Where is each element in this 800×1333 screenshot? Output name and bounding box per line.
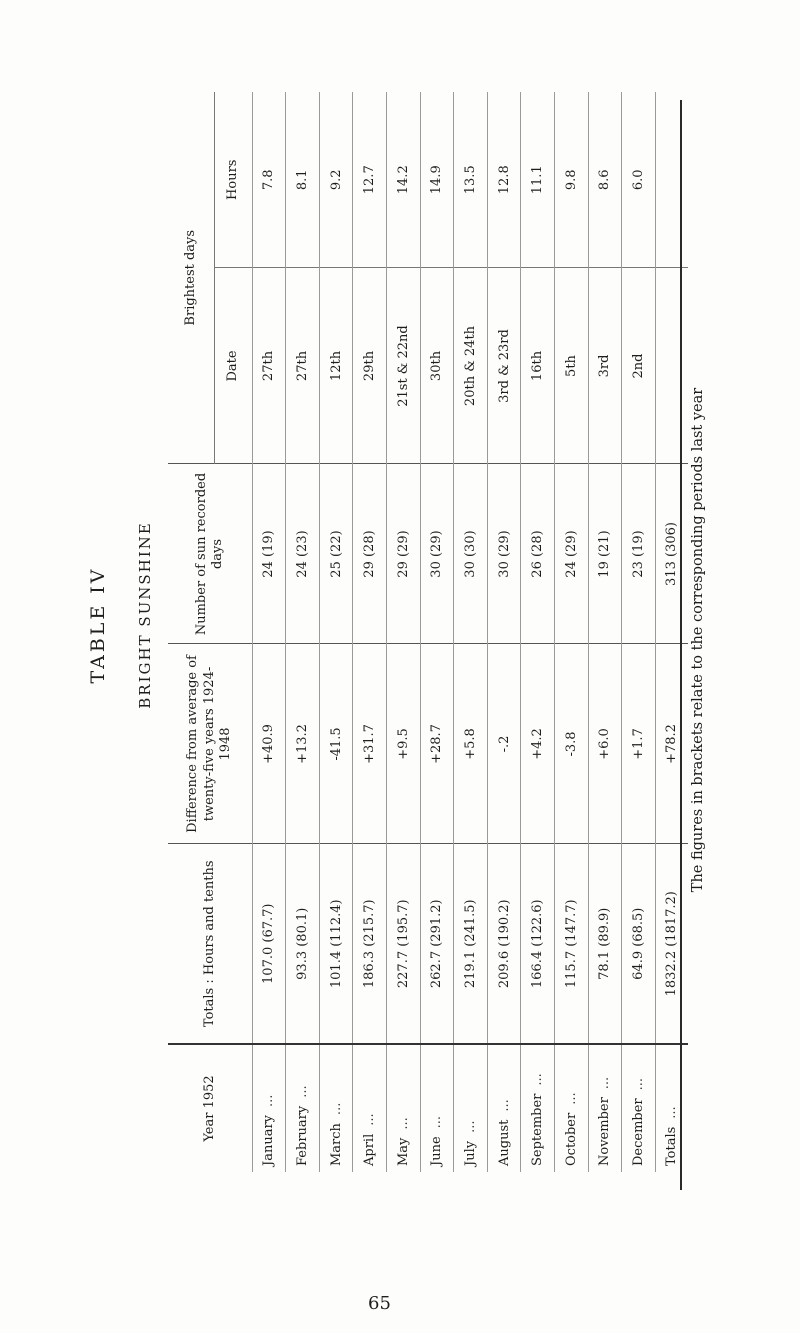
table-row xyxy=(286,92,320,1172)
cell-month: April... xyxy=(353,1044,387,1172)
sunshine-table xyxy=(168,92,688,1172)
header-difference: Difference from average of twenty-five years 1924-1948 xyxy=(168,644,252,844)
cell-days: 23 (19) xyxy=(622,464,656,644)
table-row xyxy=(521,92,555,1172)
cell-difference: +9.5 xyxy=(386,644,420,844)
leader-dots: ... xyxy=(530,1073,546,1086)
cell-days: 29 (28) xyxy=(353,464,387,644)
header-totals: Totals : Hours and tenths xyxy=(168,844,252,1044)
cell-difference: -.2 xyxy=(487,644,521,844)
cell-difference: +40.9 xyxy=(252,644,286,844)
cell-totals: 107.0 (67.7) xyxy=(252,844,286,1044)
cell-totals: 1832.2 (1817.2) xyxy=(655,844,688,1044)
leader-dots: ... xyxy=(294,1085,310,1098)
cell-difference: +5.8 xyxy=(454,644,488,844)
header-days: Number of sun recorded days xyxy=(168,464,252,644)
cell-days: 24 (29) xyxy=(554,464,588,644)
cell-difference: -3.8 xyxy=(554,644,588,844)
page-subtitle: BRIGHT SUNSHINE xyxy=(136,521,154,709)
cell-totals: 219.1 (241.5) xyxy=(454,844,488,1044)
cell-date: 3rd xyxy=(588,268,622,464)
cell-days: 30 (29) xyxy=(420,464,454,644)
cell-month: Totals... xyxy=(664,1106,680,1166)
cell-totals: 78.1 (89.9) xyxy=(588,844,622,1044)
cell-month: March... xyxy=(319,1044,353,1172)
table-row xyxy=(319,92,353,1172)
leader-dots: ... xyxy=(631,1077,646,1091)
cell-month: September... xyxy=(521,1044,555,1172)
leader-dots: ... xyxy=(563,1092,579,1105)
table-row xyxy=(554,92,588,1172)
table-row xyxy=(487,92,521,1172)
cell-days: 30 (29) xyxy=(487,464,521,644)
leader-dots: ... xyxy=(462,1120,478,1133)
cell-date: 3rd & 23rd xyxy=(487,268,521,464)
cell-month: May... xyxy=(386,1044,420,1172)
leader-dots: ... xyxy=(429,1115,445,1129)
cell-month: June... xyxy=(420,1044,454,1172)
cell-hours: 8.1 xyxy=(286,92,320,268)
cell-days: 313 (306) xyxy=(655,464,688,644)
cell-hours: 13.5 xyxy=(454,92,488,268)
header-date: Date xyxy=(214,268,252,464)
leader-dots: ... xyxy=(261,1094,277,1107)
cell-date: 29th xyxy=(353,268,387,464)
header-hours: Hours xyxy=(214,92,252,268)
cell-hours: 6.0 xyxy=(622,92,656,268)
cell-difference: +28.7 xyxy=(420,644,454,844)
cell-totals: 186.3 (215.7) xyxy=(353,844,387,1044)
vertical-rule xyxy=(680,100,682,1190)
sunshine-table-wrapper xyxy=(168,92,688,1172)
table-row xyxy=(622,92,656,1172)
cell-month: November... xyxy=(588,1044,622,1172)
cell-month: January... xyxy=(252,1044,286,1172)
cell-difference: +4.2 xyxy=(521,644,555,844)
cell-difference: +1.7 xyxy=(622,644,656,844)
cell-difference: +78.2 xyxy=(655,644,688,844)
cell-month: July... xyxy=(454,1044,488,1172)
cell-days: 24 (23) xyxy=(286,464,320,644)
cell-days: 30 (30) xyxy=(454,464,488,644)
table-row xyxy=(252,92,286,1172)
table-row xyxy=(655,92,688,1172)
table-row xyxy=(386,92,420,1172)
cell-days: 29 (29) xyxy=(386,464,420,644)
cell-hours: 9.8 xyxy=(554,92,588,268)
cell-totals: 209.6 (190.2) xyxy=(487,844,521,1044)
page-number: 65 xyxy=(368,1293,391,1314)
cell-difference: +31.7 xyxy=(353,644,387,844)
cell-date: 16th xyxy=(521,268,555,464)
leader-dots: ... xyxy=(496,1099,512,1112)
leader-dots: ... xyxy=(395,1117,411,1130)
cell-difference: +13.2 xyxy=(286,644,320,844)
cell-hours: 12.8 xyxy=(487,92,521,268)
cell-totals: 115.7 (147.7) xyxy=(554,844,588,1044)
cell-hours xyxy=(655,92,688,268)
cell-hours: 7.8 xyxy=(252,92,286,268)
cell-hours: 8.6 xyxy=(588,92,622,268)
cell-date: 2nd xyxy=(622,268,656,464)
cell-totals: 262.7 (291.2) xyxy=(420,844,454,1044)
leader-dots: ... xyxy=(664,1106,680,1119)
cell-date: 5th xyxy=(554,268,588,464)
cell-date: 27th xyxy=(252,268,286,464)
cell-totals: 227.7 (195.7) xyxy=(386,844,420,1044)
cell-month: December... xyxy=(622,1044,656,1172)
table-row xyxy=(353,92,387,1172)
cell-hours: 14.2 xyxy=(386,92,420,268)
cell-month: February... xyxy=(286,1044,320,1172)
leader-dots: ... xyxy=(362,1113,378,1126)
cell-difference: -41.5 xyxy=(319,644,353,844)
header-brightest-days: Brightest days xyxy=(168,92,214,464)
cell-date: 20th & 24th xyxy=(454,268,488,464)
cell-difference: +6.0 xyxy=(588,644,622,844)
cell-days: 26 (28) xyxy=(521,464,555,644)
cell-date: 27th xyxy=(286,268,320,464)
cell-totals: 64.9 (68.5) xyxy=(622,844,656,1044)
table-row xyxy=(588,92,622,1172)
cell-date: 30th xyxy=(420,268,454,464)
cell-days: 19 (21) xyxy=(588,464,622,644)
cell-hours: 12.7 xyxy=(353,92,387,268)
cell-totals: 166.4 (122.6) xyxy=(521,844,555,1044)
cell-month: October... xyxy=(554,1044,588,1172)
cell-month: August... xyxy=(487,1044,521,1172)
footnote: The figures in brackets relate to the corresponding periods last year xyxy=(690,387,706,893)
leader-dots: ... xyxy=(597,1076,613,1090)
cell-days: 24 (19) xyxy=(252,464,286,644)
leader-dots: ... xyxy=(328,1102,344,1116)
cell-date xyxy=(655,268,688,464)
cell-date: 12th xyxy=(319,268,353,464)
cell-totals: 101.4 (112.4) xyxy=(319,844,353,1044)
cell-days: 25 (22) xyxy=(319,464,353,644)
table-row xyxy=(454,92,488,1172)
header-year: Year 1952 xyxy=(168,1044,252,1172)
cell-totals: 93.3 (80.1) xyxy=(286,844,320,1044)
page-title: TABLE IV xyxy=(87,566,109,684)
cell-hours: 9.2 xyxy=(319,92,353,268)
cell-hours: 11.1 xyxy=(521,92,555,268)
cell-hours: 14.9 xyxy=(420,92,454,268)
cell-date: 21st & 22nd xyxy=(386,268,420,464)
table-row xyxy=(420,92,454,1172)
